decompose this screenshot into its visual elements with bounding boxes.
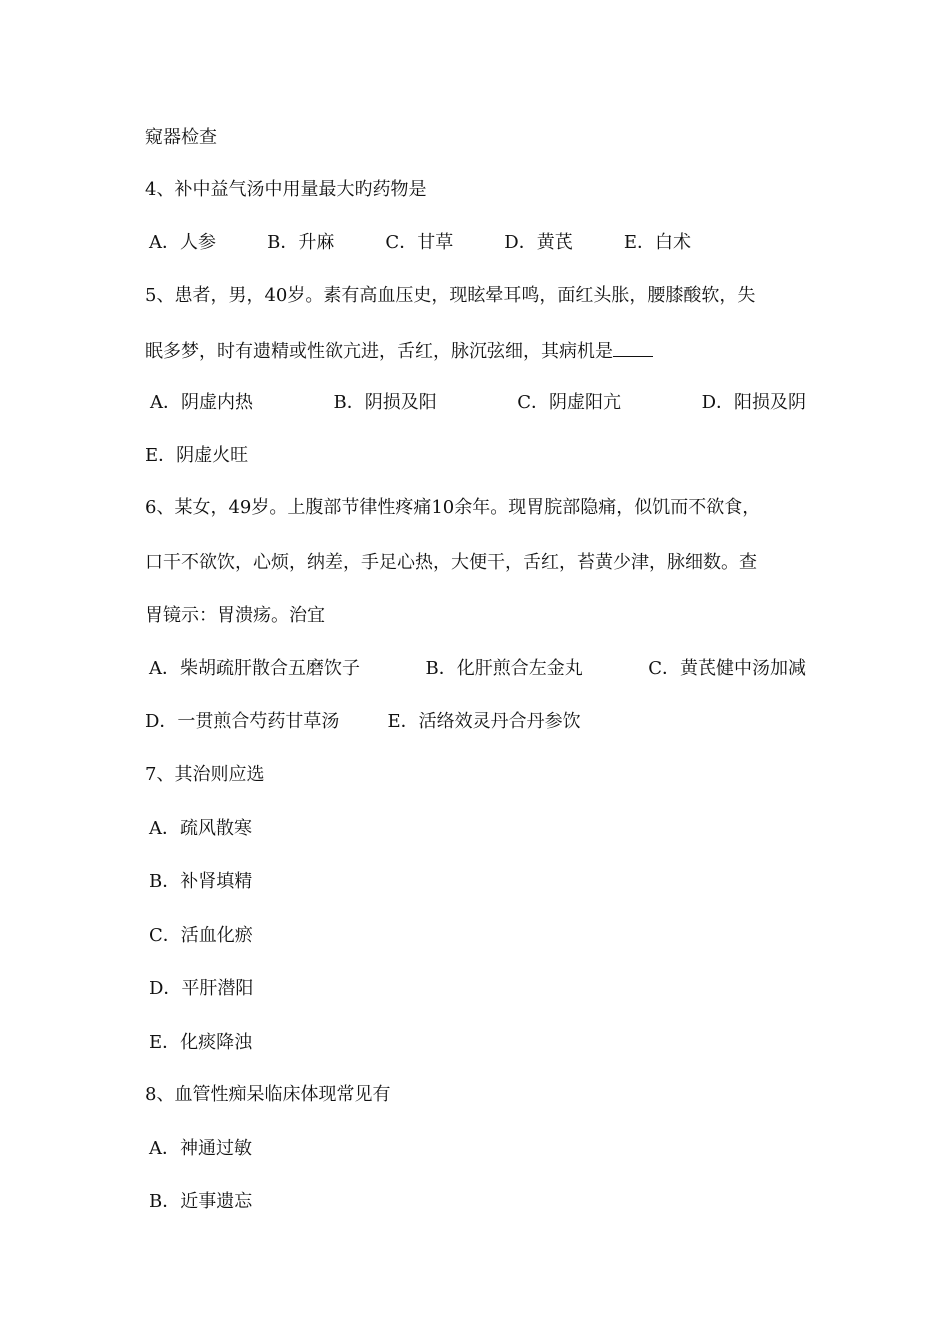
option-b: B．化肝煎合左金丸 xyxy=(425,658,583,679)
question-6-options-row-1 xyxy=(149,657,806,681)
option-a: A．阴虚内热 xyxy=(150,392,253,413)
option-b: B．升麻 xyxy=(267,232,335,253)
option-b: B．补肾填精 xyxy=(149,871,253,892)
option-c: C．活血化瘀 xyxy=(149,925,253,946)
option-c: C．甘草 xyxy=(385,232,454,253)
option-a: A．人参 xyxy=(149,232,216,253)
question-6-line-3: 胃镜示：胃溃疡。治宜 xyxy=(145,605,325,626)
option-c: C．黄芪健中汤加减 xyxy=(648,658,806,679)
option-a: A．神通过敏 xyxy=(149,1138,252,1159)
option-d: D．一贯煎合芍药甘草汤 xyxy=(145,711,340,732)
option-a: A．疏风散寒 xyxy=(149,818,252,839)
option-e: E．活络效灵丹合丹参饮 xyxy=(387,711,581,732)
question-5-line-2: 眠多梦，时有遗精或性欲亢进，舌红，脉沉弦细，其病机是 xyxy=(145,338,653,364)
option-b: B．近事遗忘 xyxy=(149,1191,253,1212)
option-c: C．阴虚阳亢 xyxy=(517,392,622,413)
option-d: D．平肝潜阳 xyxy=(149,978,254,999)
question-4: 4、补中益气汤中用量最大旳药物是 xyxy=(145,179,427,200)
question-5-line-1: 5、患者，男，40岁。素有高血压史，现眩晕耳鸣，面红头胀，腰膝酸软，失 xyxy=(145,285,756,306)
option-d: D．黄芪 xyxy=(504,232,573,253)
text-line: 窥器检查 xyxy=(145,127,217,148)
option-e: E．白术 xyxy=(623,232,691,253)
question-4-options xyxy=(149,231,691,255)
question-6-line-1: 6、某女，49岁。上腹部节律性疼痛10余年。现胃脘部隐痛，似饥而不欲食， xyxy=(145,497,761,518)
option-b: B．阴损及阳 xyxy=(333,392,437,413)
option-d: D．阳损及阴 xyxy=(701,392,806,413)
option-a: A．柴胡疏肝散合五磨饮子 xyxy=(149,658,360,679)
question-5-options xyxy=(150,391,806,415)
option-e: E．阴虚火旺 xyxy=(145,445,249,466)
option-e: E．化痰降浊 xyxy=(149,1032,253,1053)
question-6-options-row-2 xyxy=(145,710,807,734)
question-8: 8、血管性痴呆临床体现常见有 xyxy=(145,1084,391,1105)
question-7: 7、其治则应选 xyxy=(145,764,265,785)
question-6-line-2: 口干不欲饮，心烦，纳差，手足心热，大便干，舌红，苔黄少津，脉细数。查 xyxy=(145,552,757,573)
answer-blank xyxy=(613,338,653,357)
